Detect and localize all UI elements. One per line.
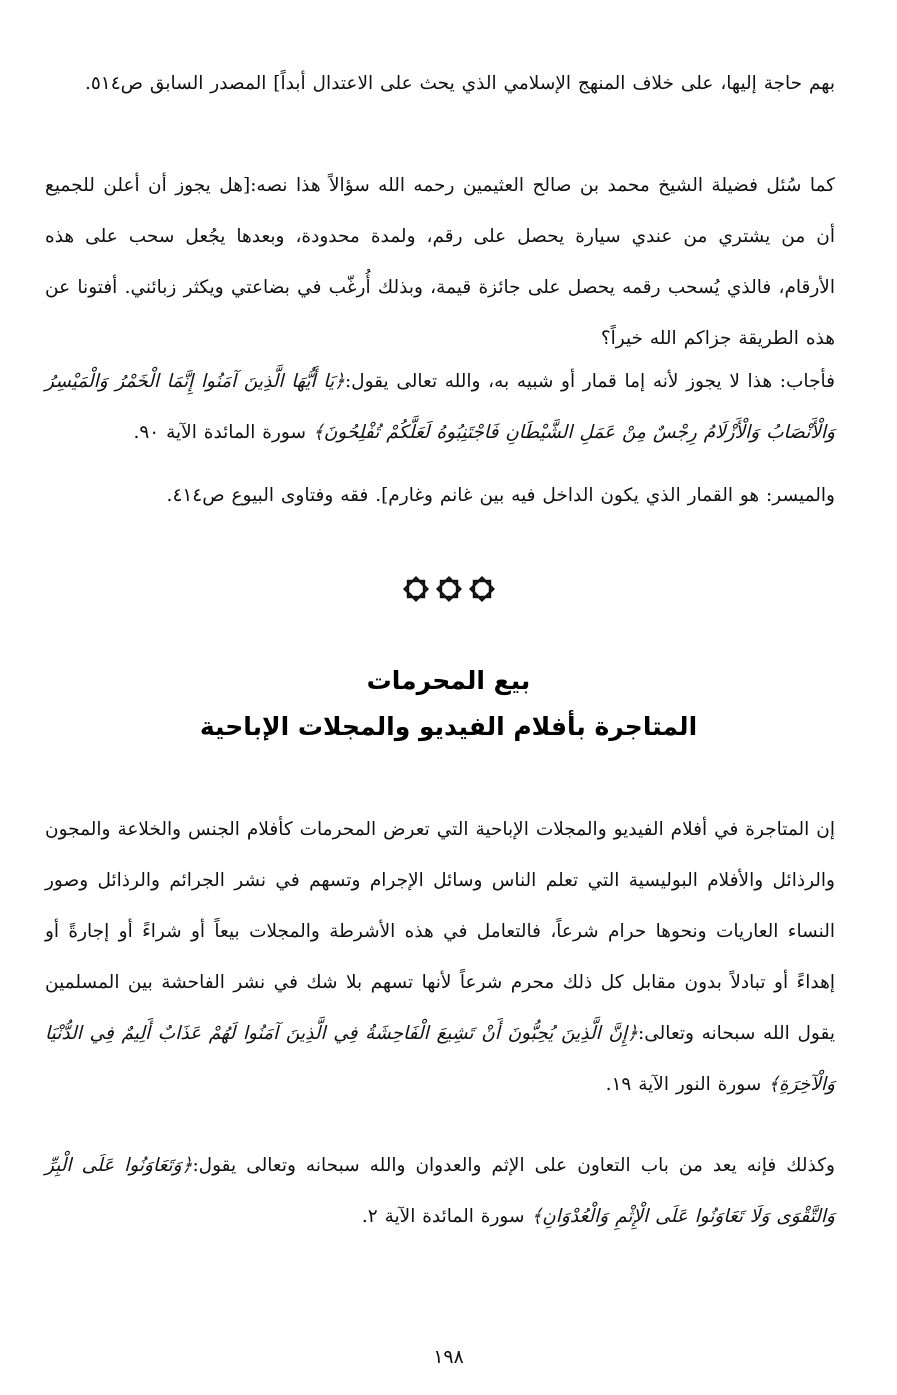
intro-text: إن المتاجرة في أفلام الفيديو والمجلات الإباحية التي تعرض المحرمات كأفلام الجنس والخلاعة والمجون والرذائل والأفلام البوليسية التي تعلم الناس وسائل الإجرام وتسهم في نشر الجرائم والرذائل وصور النساء العاريات ونحوها حرام شرعاً، فالتعامل في هذه الأشرطة والمجلات بيعاً أو شراءً أو إجارةً أو إهداءً أو تبادلاً بدون مقابل كل ذلك محرم شرعاً لأنها تسهم بلا شك في نشر الفاحشة بين المسلمين يقول الله سبحانه وتعالى: <box>45 819 835 1044</box>
answer-line <box>45 356 835 458</box>
verse-reference: سورة المائدة الآية ٢. <box>361 1206 532 1227</box>
reference-text: بهم حاجة إليها، على خلاف المنهج الإسلامي الذي يحث على الاعتدال أبداً] المصدر السابق ص٥١٤. <box>84 73 835 94</box>
quran-verse-maidah-90: ﴿يَا أَيُّهَا الَّذِينَ آمَنُوا إِنَّمَا الْخَمْرُ وَالْمَيْسِرُ وَالْأَنْصَابُ وَالْأَزْلَامُ رِجْسٌ مِنْ عَمَلِ الشَّيْطَانِ فَاجْتَنِبُوهُ لَعَلَّكُمْ تُفْلِحُونَ﴾ <box>45 371 835 443</box>
quran-verse-nur-19: ﴿إِنَّ الَّذِينَ يُحِبُّونَ أَنْ تَشِيعَ الْفَاحِشَةُ فِي الَّذِينَ آمَنُوا لَهُمْ عَذَابٌ أَلِيمٌ فِي الدُّنْيَا وَالْآخِرَةِ﴾ <box>45 1023 835 1095</box>
question-paragraph <box>45 160 835 364</box>
intro-line <box>45 804 835 1110</box>
answer-paragraph <box>45 356 835 458</box>
section-divider <box>0 574 897 608</box>
section-title: بيع المحرمات <box>366 666 531 695</box>
question-text: كما سُئل فضيلة الشيخ محمد بن صالح العثيمين رحمه الله سؤالاً هذا نصه:[هل يجوز أن أعلن للجميع أن من يشتري من عندي سيارة يحصل على رقم، ولمدة محدودة، وبعدها يجُعل سحب على هذه الأرقام، فالذي يُسحب رقمه يحصل على جائزة قيمة، وبذلك أُرغّب في بضاعتي ويكثر زبائني. أفتونا عن هذه الطريقة جزاكم الله خيراً؟ <box>45 175 835 349</box>
cooperation-text: وكذلك فإنه يعد من باب التعاون على الإثم والعدوان والله سبحانه وتعالى يقول: <box>192 1155 835 1176</box>
verse-reference: سورة النور الآية ١٩. <box>605 1074 769 1095</box>
section-subtitle: المتاجرة بأفلام الفيديو والمجلات الإباحية <box>199 712 698 741</box>
cooperation-paragraph <box>45 1140 835 1242</box>
intro-paragraph <box>45 804 835 1110</box>
star-ornament-icon <box>399 574 499 604</box>
verse-reference: سورة المائدة الآية ٩٠. <box>133 422 313 443</box>
page-number: ١٩٨ <box>433 1346 464 1368</box>
cooperation-line <box>45 1140 835 1242</box>
definition-paragraph <box>45 470 835 521</box>
answer-intro-text: فأجاب: هذا لا يجوز لأنه إما قمار أو شبيه به، والله تعالى يقول: <box>344 371 835 392</box>
reference-paragraph <box>45 58 835 109</box>
definition-text: والميسر: هو القمار الذي يكون الداخل فيه بين غانم وغارم]. فقه وفتاوى البيوع ص٤١٤. <box>166 485 835 506</box>
quran-verse-maidah-2: ﴿وَتَعَاوَنُوا عَلَى الْبِرِّ وَالتَّقْوَى وَلَا تَعَاوَنُوا عَلَى الْإِثْمِ وَالْعُدْوَانِ﴾ <box>45 1155 835 1227</box>
